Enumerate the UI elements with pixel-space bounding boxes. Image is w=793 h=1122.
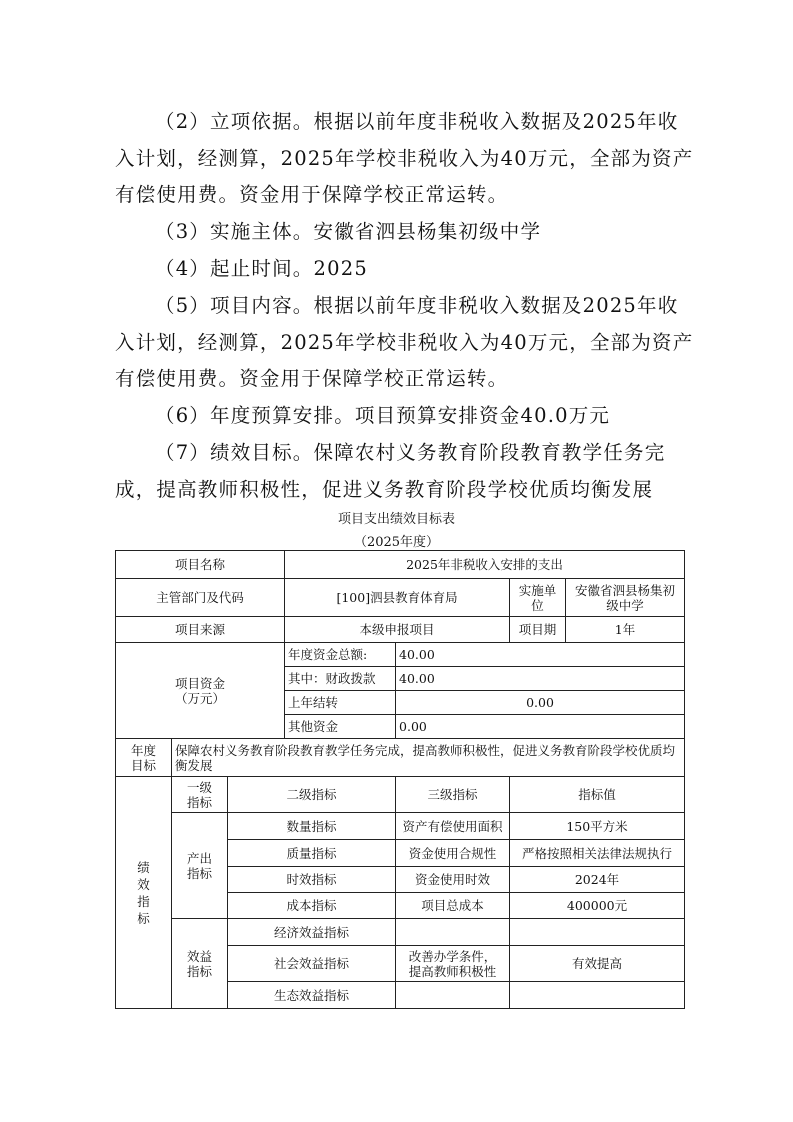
benefit-label: 效益指标 xyxy=(172,919,228,1009)
output-l2: 质量指标 xyxy=(228,840,396,867)
funds-total-value: 40.00 xyxy=(396,643,685,667)
source-value: 本级申报项目 xyxy=(285,617,510,643)
annual-goal-value: 保障农村义务教育阶段教育教学任务完成，提高教师积极性，促进义务教育阶段学校优质均衡发展 xyxy=(172,739,685,777)
output-label: 产出指标 xyxy=(172,813,228,919)
table-subtitle: （2025年度） xyxy=(353,535,440,550)
output-value: 150平方米 xyxy=(510,813,685,840)
project-name: 2025年非税收入安排的支出 xyxy=(285,551,685,579)
output-value: 400000元 xyxy=(510,893,685,919)
header-level2: 二级指标 xyxy=(228,777,396,813)
annual-goal-label: 年度目标 xyxy=(116,739,172,777)
header-level1: 一级指标 xyxy=(172,777,228,813)
benefit-l2: 经济效益指标 xyxy=(228,919,396,946)
output-value: 严格按照相关法律法规执行 xyxy=(510,840,685,867)
impl-value: 安徽省泗县杨集初级中学 xyxy=(566,579,685,617)
output-l3: 资产有偿使用面积 xyxy=(396,813,510,840)
period-label: 项目期 xyxy=(510,617,566,643)
benefit-value xyxy=(510,982,685,1009)
dept-value: [100]泗县教育体育局 xyxy=(285,579,510,617)
output-l3: 资金使用合规性 xyxy=(396,840,510,867)
funds-total-label: 年度资金总额: xyxy=(285,643,396,667)
benefit-value xyxy=(510,919,685,946)
funds-carryover-value: 0.00 xyxy=(396,691,685,715)
project-name-label: 项目名称 xyxy=(116,551,285,579)
output-l2: 数量指标 xyxy=(228,813,396,840)
impl-label: 实施单位 xyxy=(510,579,566,617)
benefit-l3: 改善办学条件，提高教师积极性 xyxy=(396,946,510,982)
benefit-l2: 生态效益指标 xyxy=(228,982,396,1009)
paragraph-goal: （7）绩效目标。保障农村义务教育阶段教育教学任务完成，提高教师积极性，促进义务教育阶段学校优质均衡发展 xyxy=(115,441,666,501)
funds-other-value: 0.00 xyxy=(396,715,685,739)
benefit-l2: 社会效益指标 xyxy=(228,946,396,982)
benefit-l3 xyxy=(396,982,510,1009)
funds-fiscal-label: 其中：财政拨款 xyxy=(285,667,396,691)
performance-table xyxy=(115,550,685,1009)
period-value: 1年 xyxy=(566,617,685,643)
source-label: 项目来源 xyxy=(116,617,285,643)
table-title: 项目支出绩效目标表 xyxy=(337,512,455,527)
funds-label: 项目资金（万元） xyxy=(116,643,285,739)
output-l2: 时效指标 xyxy=(228,867,396,893)
header-value: 指标值 xyxy=(510,777,685,813)
funds-fiscal-value: 40.00 xyxy=(396,667,685,691)
paragraph-period: （4）起止时间。2025 xyxy=(155,257,368,280)
output-value: 2024年 xyxy=(510,867,685,893)
output-l2: 成本指标 xyxy=(228,893,396,919)
benefit-l3 xyxy=(396,919,510,946)
funds-carryover-label: 上年结转 xyxy=(285,691,396,715)
funds-other-label: 其他资金 xyxy=(285,715,396,739)
benefit-value: 有效提高 xyxy=(510,946,685,982)
paragraph-subject: （3）实施主体。安徽省泗县杨集初级中学 xyxy=(155,220,542,243)
output-l3: 资金使用时效 xyxy=(396,867,510,893)
header-level3: 三级指标 xyxy=(396,777,510,813)
dept-label: 主管部门及代码 xyxy=(116,579,285,617)
paragraph-content: （5）项目内容。根据以前年度非税收入数据及2025年收入计划，经测算，2025年学校非税收入为40万元，全部为资产有偿使用费。资金用于保障学校正常运转。 xyxy=(115,294,694,390)
perf-label: 绩效指标 xyxy=(116,777,172,1009)
paragraph-basis: （2）立项依据。根据以前年度非税收入数据及2025年收入计划，经测算，2025年学校非税收入为40万元，全部为资产有偿使用费。资金用于保障学校正常运转。 xyxy=(115,110,694,206)
output-l3: 项目总成本 xyxy=(396,893,510,919)
paragraph-budget: （6）年度预算安排。项目预算安排资金40.0万元 xyxy=(155,404,611,427)
